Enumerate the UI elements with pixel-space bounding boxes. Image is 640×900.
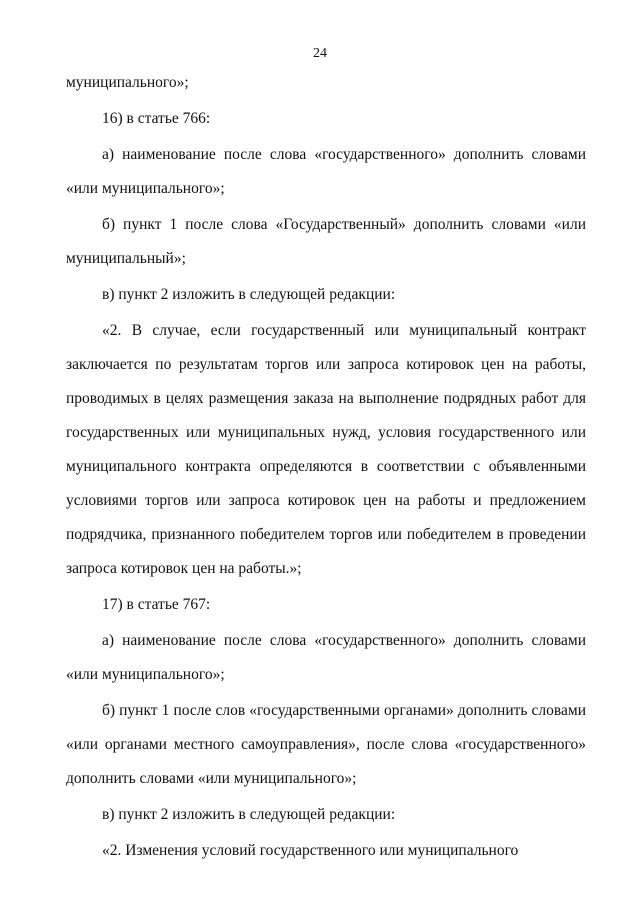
paragraph-item-17b: б) пункт 1 после слов «государственными органами» дополнить словами «или органами местного самоуправления», после слова «государственного» дополнить словами «или муниципального»; (66, 702, 586, 787)
paragraph-item-16v: в) пункт 2 изложить в следующей редакции: (102, 286, 396, 303)
paragraph-item-17v: в) пункт 2 изложить в следующей редакции: (102, 806, 396, 823)
paragraph-item-16a: а) наименование после слова «государственного» дополнить словами «или муниципального»; (66, 146, 586, 197)
paragraph-quoted-clause-2: «2. В случае, если государственный или муниципальный контракт заключается по результатам торгов или запроса котировок цен на работы, проводимых в целях размещения заказа на выполнение подрядных работ для государственных или муниципальных нужд, условия государственного или муниципального контракта определяются в соответствии с объявленными условиями торгов или запроса котировок цен на работы и предложением подрядчика, признанного победителем торгов или победителем в проведении запроса котировок цен на работы.»; (66, 322, 586, 577)
page-number: 24 (313, 46, 327, 61)
paragraph-continuation: муниципального»; (66, 74, 189, 91)
paragraph-item-17a: а) наименование после слова «государственного» дополнить словами «или муниципального»; (66, 632, 586, 683)
paragraph-item-16: 16) в статье 766: (102, 110, 211, 127)
paragraph-quoted-clause-2-start: «2. Изменения условий государственного или муниципального (102, 842, 519, 859)
paragraph-item-17: 17) в статье 767: (102, 596, 211, 613)
paragraph-item-16b: б) пункт 1 после слова «Государственный» дополнить словами «или муниципальный»; (66, 216, 586, 267)
document-body (66, 66, 586, 868)
